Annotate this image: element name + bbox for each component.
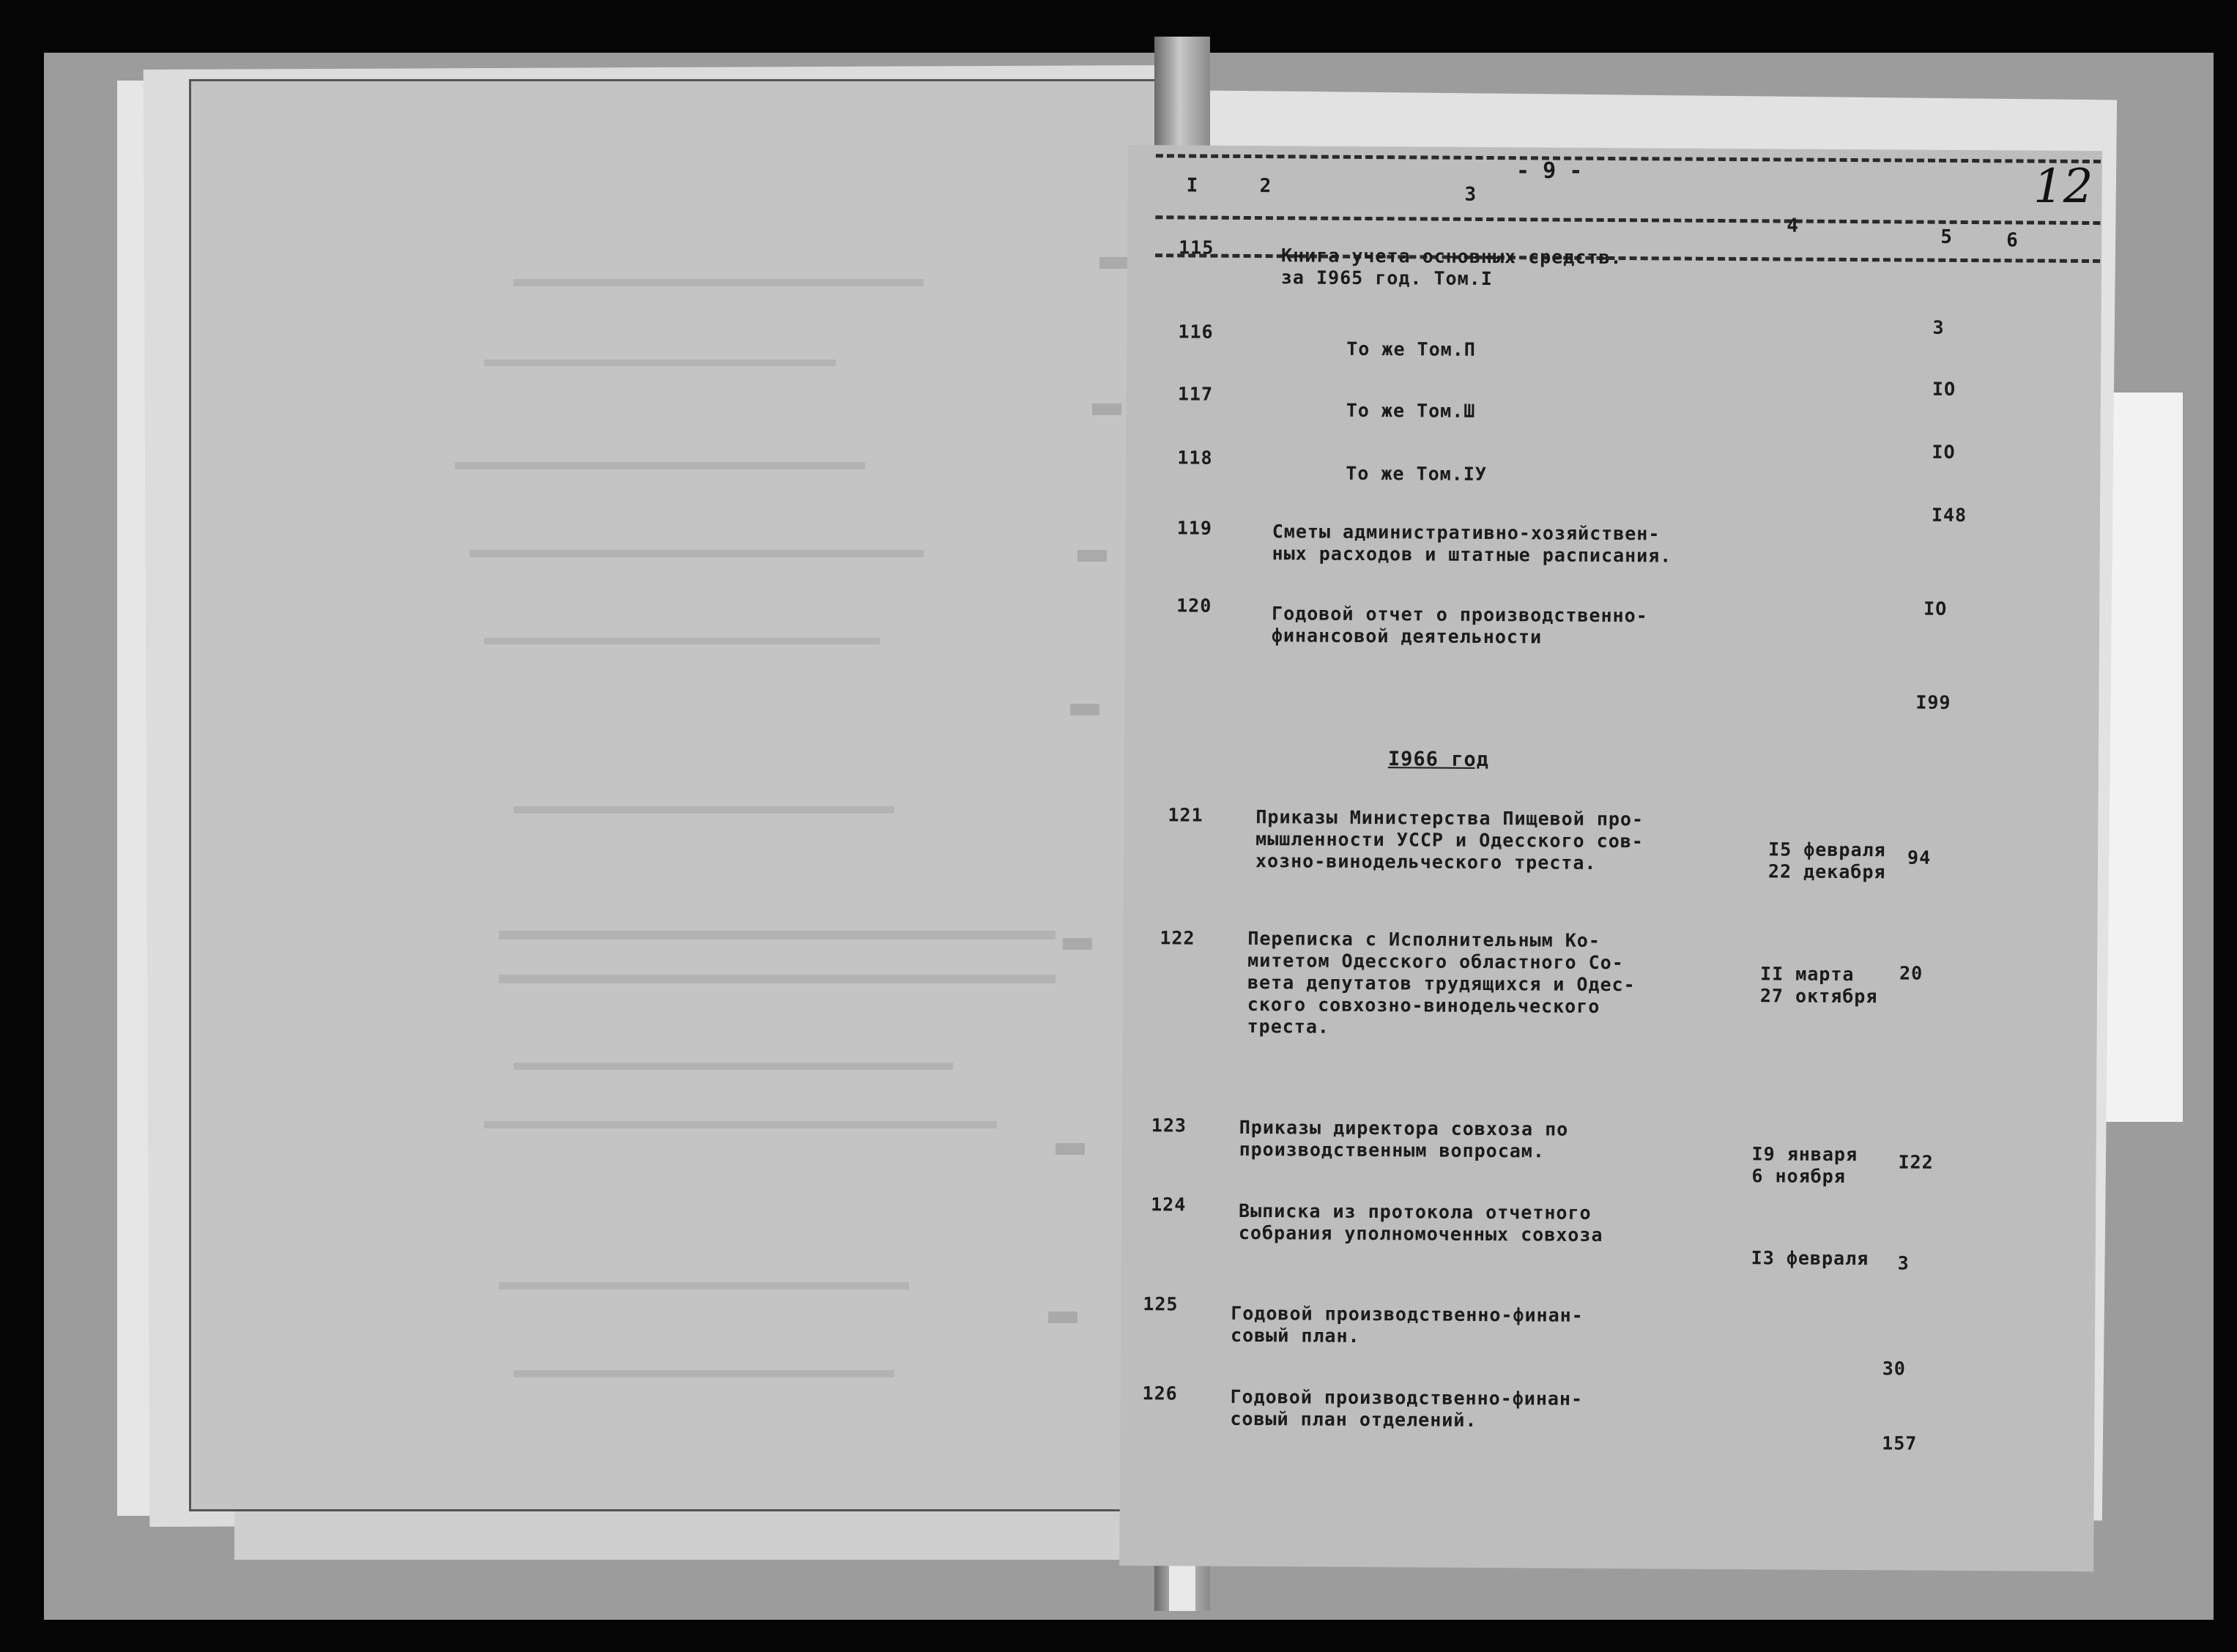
entry-title: Годовой отчет о производственно- финансовой деятельности [1271, 603, 1648, 648]
entry-title: То же Том.IУ [1346, 462, 1487, 485]
entry-no: 118 [1177, 447, 1213, 469]
entry-no: 121 [1168, 804, 1203, 826]
entry-no: 126 [1142, 1383, 1178, 1404]
entry-title: Сметы административно-хозяйствен- ных расходов и штатные расписания. [1272, 521, 1672, 567]
bottom-strip [234, 1508, 1194, 1560]
entry-no: 116 [1178, 321, 1214, 343]
entry-sheets: 20 [1899, 962, 1923, 984]
entry-title: Переписка с Исполнительным Ко- митетом Одесского областного Со- вета депутатов трудящихся и Одес- ского совхозно-винодельческого треста. [1247, 928, 1636, 1038]
entry-dates: I3 февраля [1751, 1247, 1869, 1270]
entry-no: 117 [1177, 383, 1214, 405]
year-heading: I966 год [1387, 748, 1490, 772]
entry-no: 124 [1151, 1194, 1187, 1216]
entry-title: Годовой производственно-финан- совый план. [1230, 1302, 1584, 1347]
entry-title: Годовой производственно-финан- совый план отделений. [1230, 1385, 1584, 1431]
entry-no: 120 [1176, 595, 1212, 617]
entry-sheets: IO [1932, 441, 1956, 463]
entry-dates: I9 января 6 ноября [1751, 1143, 1858, 1188]
entry-no: 119 [1176, 517, 1213, 539]
entry-title: Приказы Министерства Пищевой про- мышленности УССР и Одесского сов- хозно-винодельческого треста. [1255, 806, 1644, 874]
inventory-page [1119, 145, 2102, 1571]
entry-sheets: 3 [1932, 316, 1945, 338]
page-number: - 9 - [1516, 158, 1583, 184]
entry-title: Выписка из протокола отчетного собрания уполномоченных совхоза [1238, 1199, 1603, 1246]
col-number-5: 5 [1940, 226, 1952, 248]
entry-no: 123 [1151, 1115, 1187, 1136]
header-rule-middle [1155, 215, 2100, 228]
col-number-1: I [1186, 174, 1198, 197]
left-page-reverse-side [189, 79, 1159, 1511]
entry-sheets: IO [1923, 598, 1948, 620]
col-number-6: 6 [2006, 229, 2018, 252]
entry-dates: II марта 27 октября [1759, 963, 1878, 1008]
entry-sheets: IO [1932, 378, 1956, 400]
entry-title: Книга учета основных средств. за I965 год. Том.I [1280, 245, 1622, 290]
entry-sheets: I22 [1898, 1151, 1934, 1173]
entry-sheets: 30 [1882, 1358, 1907, 1380]
col-number-4: 4 [1787, 215, 1799, 237]
entry-sheets: 157 [1882, 1432, 1918, 1454]
col-number-2: 2 [1259, 175, 1272, 198]
entry-dates: I5 февраля 22 декабря [1767, 838, 1886, 883]
entry-sheets: 94 [1907, 847, 1932, 868]
entry-no: 122 [1160, 927, 1195, 949]
entry-title: То же Том.Ш [1346, 399, 1476, 422]
entry-no: 115 [1179, 237, 1214, 258]
entry-title: Приказы директора совхоза по производственным вопросам. [1239, 1116, 1569, 1162]
entry-sheets: I48 [1931, 504, 1967, 527]
entry-no: 125 [1143, 1293, 1179, 1315]
entry-sheets: I99 [1915, 691, 1951, 713]
header-rule-top [1156, 154, 2101, 167]
entry-title: То же Том.П [1346, 338, 1476, 360]
handwritten-folio-number: 12 [2033, 160, 2093, 214]
entry-sheets: 3 [1897, 1252, 1910, 1274]
col-number-3: 3 [1464, 183, 1477, 206]
